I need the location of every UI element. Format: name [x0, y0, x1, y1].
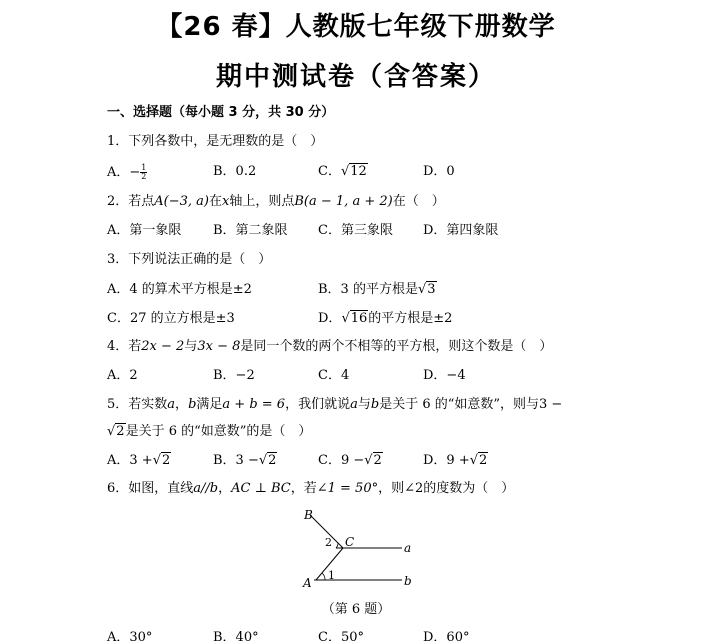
- q6-option-d: D．60°: [423, 630, 470, 641]
- q5-option-a-radicand: 2: [161, 453, 171, 468]
- q3-option-b-radicand: 3: [427, 282, 436, 297]
- q5-text-1: 5．若实数: [107, 397, 168, 412]
- q5-option-c-text: C．9 −: [318, 453, 365, 468]
- q5-option-a-text: A．3 +: [107, 453, 153, 468]
- sqrt-icon: √: [469, 453, 479, 468]
- q3-option-b-text: B．3 的平方根是: [318, 282, 418, 297]
- angle2-arc: [336, 543, 338, 548]
- q2-option-d: D．第四象限: [423, 223, 499, 238]
- page-subtitle: 期中测试卷（含答案）: [215, 62, 496, 92]
- q4-option-d: D．−4: [423, 368, 466, 383]
- label-point-b: B: [304, 508, 313, 522]
- q2-stem-part3: 轴上，则点: [229, 194, 295, 209]
- q4-stem-part3: 是同一个数的两个不相等的平方根，则这个数是（ ）: [240, 339, 553, 354]
- q1-option-a: [107, 164, 147, 181]
- label-point-c: C: [345, 535, 355, 549]
- q2-stem-part2: 在: [209, 194, 223, 209]
- q3-option-b: [318, 282, 437, 298]
- angle1-arc: [322, 573, 325, 580]
- q5-var-a: a: [167, 397, 176, 412]
- q6-perpendicular: AC ⊥ BC: [231, 481, 291, 496]
- q2-stem-part4: 在（ ）: [392, 194, 445, 209]
- q4-option-a: A．2: [107, 368, 138, 383]
- q5-line2-text: 是关于 6 的“如意数”的是（ ）: [125, 424, 312, 439]
- q2-option-b: B．第二象限: [213, 223, 288, 238]
- q5-option-a: [107, 453, 171, 469]
- sqrt-icon: √: [340, 164, 350, 179]
- q1-option-c-radicand: 12: [350, 164, 367, 179]
- q5-option-d-radicand: 2: [479, 453, 488, 468]
- q6-text-2: ，: [218, 481, 232, 496]
- q4-expr-2: 3x − 8: [197, 339, 241, 354]
- q4-stem-part2: 与: [184, 339, 198, 354]
- sqrt-icon: √: [364, 453, 373, 468]
- sqrt-icon: √: [258, 453, 268, 468]
- q5-var-a2: a: [350, 397, 358, 412]
- q2-point-b: B(a − 1, a + 2): [294, 194, 393, 209]
- q5-option-b-radicand: 2: [268, 453, 277, 468]
- q6-figure: [296, 505, 426, 595]
- q2-stem-part1: 2．若点: [107, 194, 155, 209]
- q3-option-d-text: 的平方根是±2: [368, 311, 453, 326]
- q3-stem: 3．下列说法正确的是（ ）: [107, 252, 272, 267]
- q1-stem: 1．下列各数中，是无理数的是（ ）: [107, 134, 324, 149]
- q2-option-c: C．第三象限: [318, 223, 393, 238]
- q5-option-d: [423, 453, 488, 469]
- figure-caption: （第 6 题）: [321, 602, 391, 617]
- label-angle-2: 2: [325, 536, 332, 549]
- q5-option-b: [213, 453, 277, 469]
- q4-expr-1: 2x − 2: [141, 339, 185, 354]
- label-line-a: a: [404, 541, 412, 555]
- sqrt-icon: √: [107, 424, 116, 439]
- q2-stem: [107, 194, 445, 210]
- q5-option-c: [318, 453, 383, 469]
- q6-option-a: A．30°: [107, 630, 153, 641]
- q3-option-a: A．4 的算术平方根是±2: [107, 282, 252, 297]
- q6-option-c: C．50°: [318, 630, 364, 641]
- q4-stem-part1: 4．若: [107, 339, 142, 354]
- q5-stem-line2: [107, 424, 311, 440]
- q6-stem: [107, 481, 514, 497]
- q2-axis-var: x: [222, 194, 230, 209]
- q6-angle1: ∠1 = 50°: [316, 481, 379, 496]
- label-angle-1: 1: [328, 569, 335, 582]
- q6-options-row: [0, 630, 712, 641]
- q5-option-d-text: D．9 +: [423, 453, 470, 468]
- q4-option-c: C．4: [318, 368, 350, 383]
- q5-var-b: b: [188, 397, 197, 412]
- q3-option-d-label: D．: [318, 311, 342, 326]
- q6-option-b: B．40°: [213, 630, 259, 641]
- q5-text-6: 是关于 6 的“如意数”，则与3 −: [379, 397, 563, 412]
- q1-option-a-numerator: 1: [141, 163, 147, 172]
- q5-equation: a + b = 6: [222, 397, 286, 412]
- label-line-b: b: [404, 574, 412, 588]
- q6-text-3: ，若: [290, 481, 317, 496]
- q5-var-b2: b: [370, 397, 380, 412]
- q3-option-d-radicand: 16: [350, 311, 368, 326]
- sqrt-icon: √: [417, 282, 427, 297]
- q2-point-a: A(−3, a): [154, 194, 209, 209]
- q5-line2-radicand: 2: [116, 424, 125, 439]
- q1-option-a-fraction: [140, 164, 147, 181]
- q5-text-2: ，: [175, 397, 189, 412]
- section-heading: 一、选择题（每小题 3 分，共 30 分）: [107, 105, 335, 120]
- q1-option-a-label: A．: [107, 165, 130, 180]
- q6-text-4: ，则∠2的度数为（ ）: [378, 481, 515, 496]
- q5-text-4: ，我们就说: [285, 397, 351, 412]
- q6-text-1: 6．如图，直线: [107, 481, 194, 496]
- sqrt-icon: √: [341, 311, 350, 326]
- q1-option-b: B．0.2: [213, 164, 257, 179]
- q5-stem-line1: [107, 397, 562, 413]
- page-title: 【26 春】人教版七年级下册数学: [156, 12, 556, 42]
- q1-option-d: D．0: [423, 164, 455, 179]
- q5-text-3: 满足: [196, 397, 223, 412]
- q4-stem: [107, 339, 552, 355]
- q5-text-5: 与: [357, 397, 371, 412]
- q2-option-a: A．第一象限: [107, 223, 182, 238]
- q4-option-b: B．−2: [213, 368, 255, 383]
- q1-option-a-denominator: 2: [141, 172, 147, 181]
- q3-option-d: [318, 311, 452, 327]
- q5-option-b-text: B．3 −: [213, 453, 259, 468]
- q1-option-c: [318, 164, 368, 180]
- q1-option-c-label: C．: [318, 164, 341, 179]
- q3-option-c: C．27 的立方根是±3: [107, 311, 235, 326]
- sqrt-icon: √: [152, 453, 161, 468]
- q6-parallel: a//b: [193, 481, 219, 496]
- label-point-a: A: [303, 576, 312, 590]
- q1-option-a-sign: −: [129, 165, 141, 180]
- q5-option-c-radicand: 2: [373, 453, 382, 468]
